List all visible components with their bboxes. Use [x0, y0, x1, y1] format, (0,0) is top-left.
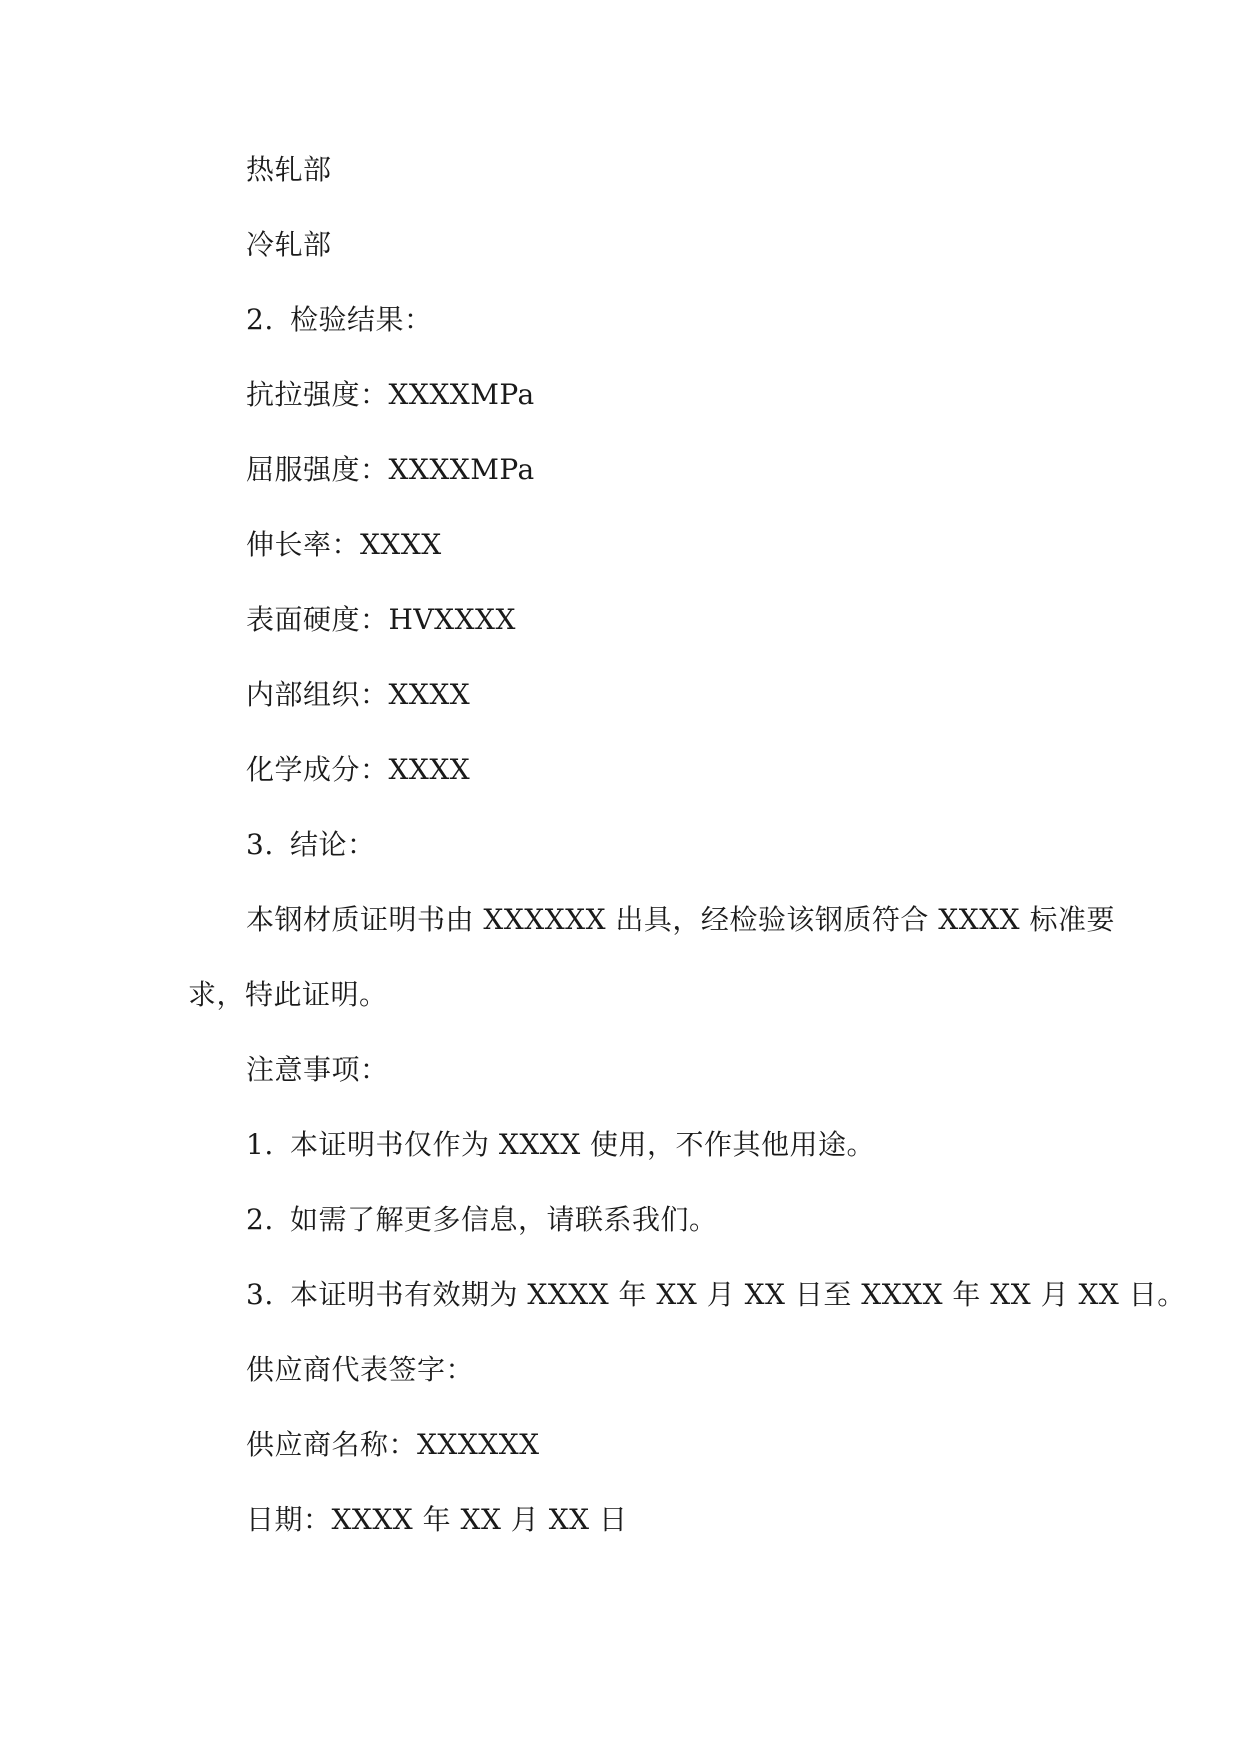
line-supplier-name	[246, 1427, 540, 1463]
line-text: 伸长率：XXXX	[246, 528, 442, 561]
note-item-2	[246, 1202, 718, 1238]
line-text: 注意事项：	[246, 1053, 389, 1086]
list-number: 1.	[246, 1128, 274, 1161]
line-text: 如需了解更多信息，请联系我们。	[290, 1203, 718, 1236]
line-text: 供应商名称：XXXXXX	[246, 1428, 540, 1461]
line-text: 日期：XXXX 年 XX 月 XX 日	[246, 1503, 628, 1536]
line-text: 求，特此证明。	[188, 978, 388, 1011]
note-item-3	[246, 1277, 1186, 1313]
line-tensile-strength	[246, 377, 535, 413]
line-text: 检验结果：	[290, 303, 433, 336]
line-date	[246, 1502, 627, 1538]
heading-notes	[246, 1052, 389, 1088]
line-text: 本钢材质证明书由 XXXXXX 出具，经检验该钢质符合 XXXX 标准要	[246, 903, 1115, 936]
line-text: 抗拉强度：XXXXMPa	[246, 378, 535, 411]
line-text: 热轧部	[246, 153, 332, 186]
list-number: 2.	[246, 1203, 274, 1236]
list-number: 3.	[246, 1278, 274, 1311]
heading-conclusion	[246, 827, 376, 863]
line-text: 内部组织：XXXX	[246, 678, 471, 711]
list-number: 3.	[246, 828, 274, 861]
line-hot-rolling	[246, 152, 332, 188]
paragraph-conclusion-line-1	[246, 902, 1115, 938]
line-chemical-composition	[246, 752, 470, 788]
line-text: 本证明书仅作为 XXXX 使用，不作其他用途。	[290, 1128, 876, 1161]
line-text: 表面硬度：HVXXXX	[246, 603, 516, 636]
paragraph-conclusion-line-2	[188, 977, 388, 1013]
line-text: 本证明书有效期为 XXXX 年 XX 月 XX 日至 XXXX 年 XX 月 XX 日。	[290, 1278, 1186, 1311]
line-cold-rolling	[246, 227, 332, 263]
list-number: 2.	[246, 303, 274, 336]
line-supplier-signature	[246, 1352, 474, 1388]
line-internal-structure	[246, 677, 470, 713]
line-text: 供应商代表签字：	[246, 1353, 475, 1386]
heading-inspection-results	[246, 302, 433, 338]
line-elongation	[246, 527, 442, 563]
line-text: 屈服强度：XXXXMPa	[246, 453, 535, 486]
line-surface-hardness	[246, 602, 516, 638]
line-text: 化学成分：XXXX	[246, 753, 471, 786]
line-text: 结论：	[290, 828, 376, 861]
line-text: 冷轧部	[246, 228, 332, 261]
note-item-1	[246, 1127, 875, 1163]
line-yield-strength	[246, 452, 535, 488]
